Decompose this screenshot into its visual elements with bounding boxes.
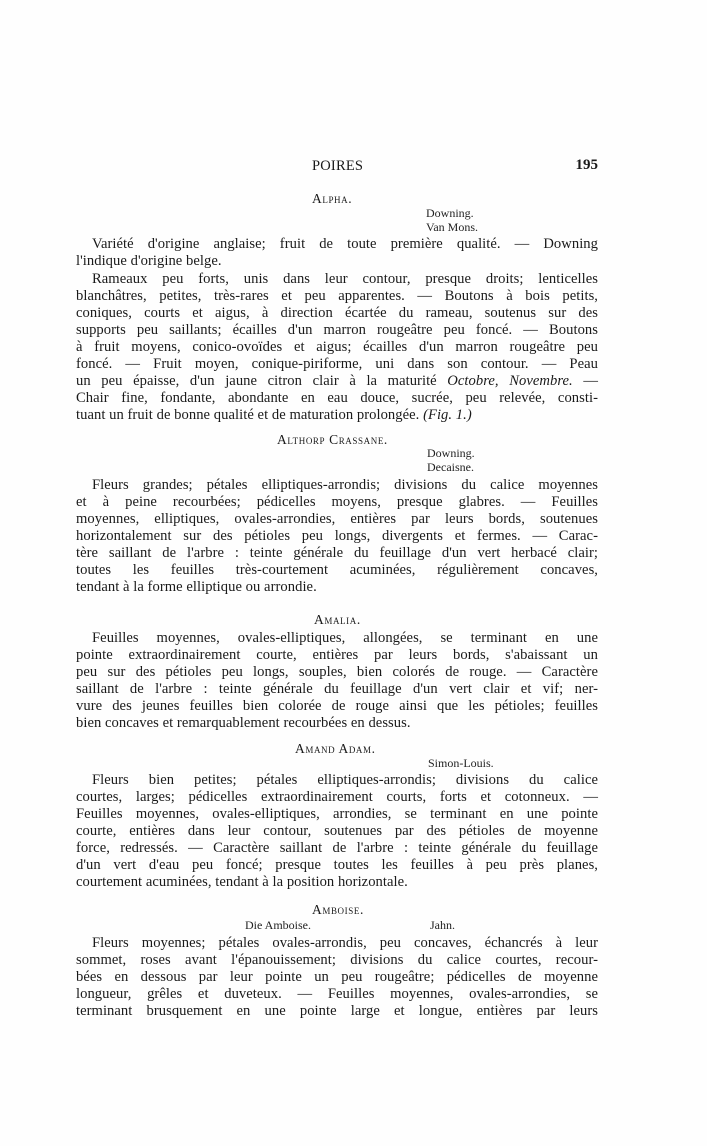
text-line: toutes les feuilles très-courtement acuminées, régulièrement concaves, <box>76 562 598 578</box>
text-line: bien concaves et remarquablement recourbées en dessus. <box>76 715 411 731</box>
text-line: Fleurs bien petites; pétales elliptiques-arrondis; divisions du calice <box>92 772 598 788</box>
synonym-jahn: Jahn. <box>430 918 455 932</box>
text-line: terminant brusquement en une pointe large et longue, entières par leurs <box>76 1003 598 1019</box>
text-line: courtement acuminées, tendant à la position horizontale. <box>76 874 408 890</box>
text-segment: un peu épaisse, d'un jaune citron clair à la maturité <box>76 373 448 389</box>
text-line: bées en dessous par leur pointe un peu rougeâtre; pédicelles de moyenne <box>76 969 598 985</box>
figure-reference: (Fig. 1.) <box>423 407 472 423</box>
synonym-die-amboise: Die Amboise. <box>245 918 311 932</box>
text-line: Feuilles moyennes, ovales-elliptiques, allongées, se terminant en une <box>92 630 598 646</box>
text-line: courte, entières dans leur contour, soutenues par des pétioles de moyenne <box>76 823 598 839</box>
text-line: longueur, grêles et duveteux. — Feuilles moyennes, ovales-arrondies, se <box>76 986 598 1002</box>
text-line: courtes, larges; pédicelles extraordinairement courts, forts et cotonneux. — <box>76 789 598 805</box>
running-header <box>76 158 598 178</box>
text-line: peu sur des pétioles peu longs, souples, bien colorés de rouge. — Caractère <box>76 664 598 680</box>
text-line: moyennes, elliptiques, ovales-arrondies, entières par leurs bords, soutenues <box>76 511 598 527</box>
entry-heading-amand-adam: Amand Adam. <box>295 741 376 756</box>
text-line: vure des jeunes feuilles bien colorée de rouge ainsi que les pétioles; feuilles <box>76 698 598 714</box>
text-segment: — <box>572 373 599 389</box>
text-line: supports peu saillants; écailles d'un marron rougeâtre peu foncé. — Boutons <box>76 322 598 338</box>
text-line: saillant de l'arbre : teinte générale du feuillage d'un vert clair et vif; ner- <box>76 681 598 697</box>
text-line: pointe extraordinairement courte, entières par leurs bords, s'abaissant un <box>76 647 598 663</box>
text-line: foncé. — Fruit moyen, conique-piriforme, uni dans son contour. — Peau <box>76 356 598 372</box>
synonym-van-mons: Van Mons. <box>426 220 479 234</box>
text-line: tère saillant de l'arbre : teinte générale du feuillage d'un vert herbacé clair; <box>76 545 598 561</box>
synonym-downing: Downing. <box>426 206 474 220</box>
text-line: Feuilles moyennes, ovales-elliptiques, arrondies, se terminant en une pointe <box>76 806 598 822</box>
text-line <box>76 373 598 389</box>
text-line <box>76 407 598 423</box>
text-line: l'indique d'origine belge. <box>76 253 222 269</box>
running-title: POIRES <box>312 158 364 174</box>
text-line: sommet, roses avant l'épanouissement; divisions du calice courtes, recour- <box>76 952 598 968</box>
text-line: tendant à la forme elliptique ou arrondie. <box>76 579 317 595</box>
entry-heading-alpha: Alpha. <box>312 191 353 206</box>
synonym-decaisne: Decaisne. <box>427 460 474 474</box>
text-line: Rameaux peu forts, unis dans leur contour, presque droits; lenticelles <box>92 271 598 287</box>
text-line: Chair fine, fondante, abondante en eau douce, sucrée, peu relevée, consti- <box>76 390 598 406</box>
page-number: 195 <box>575 157 598 173</box>
text-line: horizontalement sur des pétioles peu longs, divergents et fermes. — Carac- <box>76 528 598 544</box>
text-segment: tuant un fruit de bonne qualité et de maturation prolongée. <box>76 407 424 423</box>
text-line: Fleurs moyennes; pétales ovales-arrondis, peu concaves, échancrés à leur <box>92 935 598 951</box>
entry-heading-amalia: Amalia. <box>314 612 361 627</box>
text-line: à fruit moyens, conico-ovoïdes et aigus; écailles d'un marron rougeâtre peu <box>76 339 598 355</box>
text-line: Variété d'origine anglaise; fruit de toute première qualité. — Downing <box>92 236 598 252</box>
synonym-downing: Downing. <box>427 446 475 460</box>
entry-heading-althorp-crassane: Althorp Crassane. <box>277 432 388 447</box>
maturity-period: Octobre, Novembre. <box>447 373 573 389</box>
text-line: Fleurs grandes; pétales elliptiques-arrondis; divisions du calice moyennes <box>92 477 598 493</box>
text-line: d'un vert d'eau peu foncé; presque toutes les feuilles à peu près planes, <box>76 857 598 873</box>
text-line: force, redressés. — Caractère saillant de l'arbre : teinte générale du feuillage <box>76 840 598 856</box>
entry-heading-amboise: Amboise. <box>312 902 364 917</box>
text-line: coniques, courts et aigus, à direction écartée du rameau, soutenus sur des <box>76 305 598 321</box>
text-line: et à peine recourbées; pédicelles moyens, presque glabres. — Feuilles <box>76 494 598 510</box>
synonym-simon-louis: Simon-Louis. <box>428 756 494 770</box>
text-line: blanchâtres, petites, très-rares et peu apparentes. — Boutons à bois petits, <box>76 288 598 304</box>
